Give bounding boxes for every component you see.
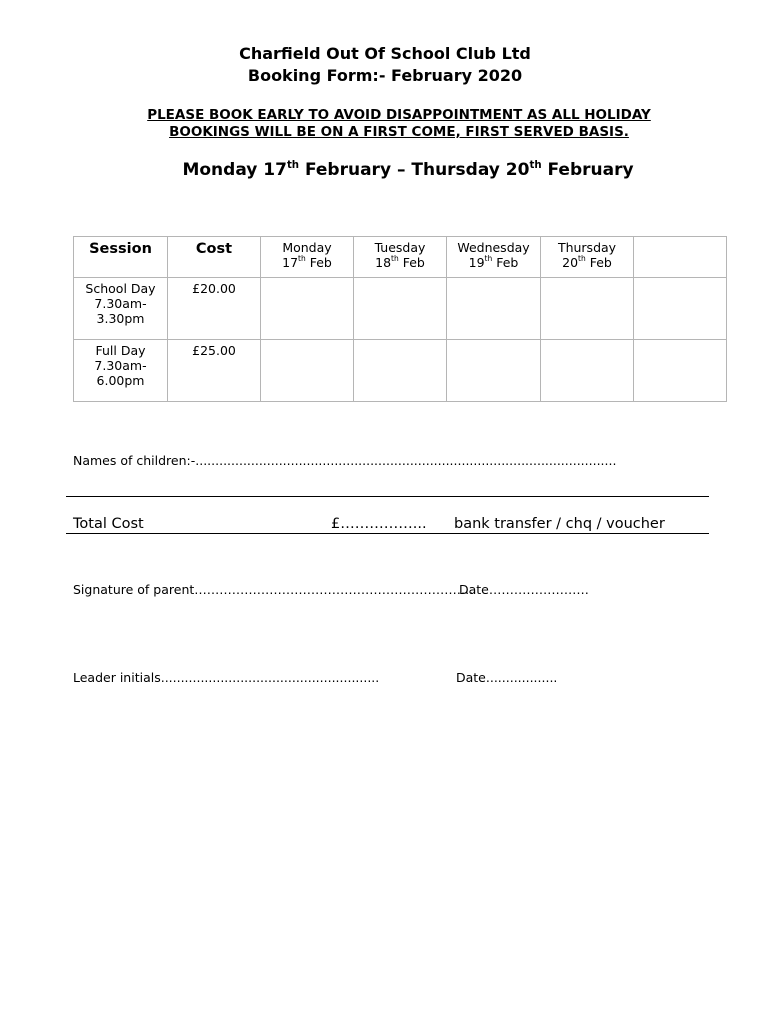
- booking-cell-monday[interactable]: [261, 278, 354, 340]
- date-start-sup: th: [286, 159, 300, 171]
- day-header-blank: [634, 237, 727, 278]
- cost-header: Cost: [168, 237, 261, 278]
- session-header: Session: [74, 237, 168, 278]
- date-end-month: February: [541, 160, 634, 180]
- session-cell: School Day 7.30am- 3.30pm: [74, 278, 168, 340]
- day-header-thursday: Thursday 20th Feb: [541, 237, 634, 278]
- notice-line-2: BOOKINGS WILL BE ON A FIRST COME, FIRST SERVED BASIS.: [169, 124, 629, 140]
- payment-methods[interactable]: bank transfer / chq / voucher: [454, 516, 665, 532]
- signature-field[interactable]: Signature of parent………………………………………………………….: [73, 582, 474, 597]
- booking-cell-tuesday[interactable]: [354, 278, 447, 340]
- table-row: [74, 340, 727, 402]
- day-header-tuesday: Tuesday 18th Feb: [354, 237, 447, 278]
- form-title: Booking Form:- February 2020: [247, 66, 523, 85]
- leader-initials-field[interactable]: Leader initials.......................................................: [73, 670, 380, 685]
- total-cost-field[interactable]: £……………...: [331, 516, 427, 532]
- total-cost-label: Total Cost: [73, 516, 144, 532]
- day-header-wednesday: Wednesday 19th Feb: [447, 237, 541, 278]
- booking-cell-thursday[interactable]: [541, 340, 634, 402]
- booking-table: [73, 236, 727, 402]
- date-end-sup: th: [529, 159, 542, 171]
- notice-line-1: PLEASE BOOK EARLY TO AVOID DISAPPOINTMENT AS ALL HOLIDAY: [147, 107, 651, 123]
- booking-cell-wednesday[interactable]: [447, 340, 541, 402]
- table-row: [74, 278, 727, 340]
- booking-cell-tuesday[interactable]: [354, 340, 447, 402]
- day-header-monday: Monday 17th Feb: [261, 237, 354, 278]
- org-name: Charfield Out Of School Club Ltd: [239, 44, 531, 63]
- booking-cell-wednesday[interactable]: [447, 278, 541, 340]
- names-of-children-field[interactable]: Names of children:-..........................................................................................................: [73, 453, 617, 468]
- date-range: [0, 160, 770, 180]
- names-underline: [66, 496, 709, 497]
- table-header-row: [74, 237, 727, 278]
- date-start-day: Monday 17: [182, 160, 287, 180]
- cost-cell: £25.00: [168, 340, 261, 402]
- booking-cell-monday[interactable]: [261, 340, 354, 402]
- signature-date-field[interactable]: Date……………………: [459, 582, 589, 597]
- booking-cell-blank[interactable]: [634, 340, 727, 402]
- session-cell: Full Day 7.30am- 6.00pm: [74, 340, 168, 402]
- cost-cell: £20.00: [168, 278, 261, 340]
- leader-date-field[interactable]: Date..................: [456, 670, 558, 685]
- booking-cell-thursday[interactable]: [541, 278, 634, 340]
- booking-cell-blank[interactable]: [634, 278, 727, 340]
- total-underline: [66, 533, 709, 534]
- date-start-month: February – Thursday 20: [299, 160, 530, 180]
